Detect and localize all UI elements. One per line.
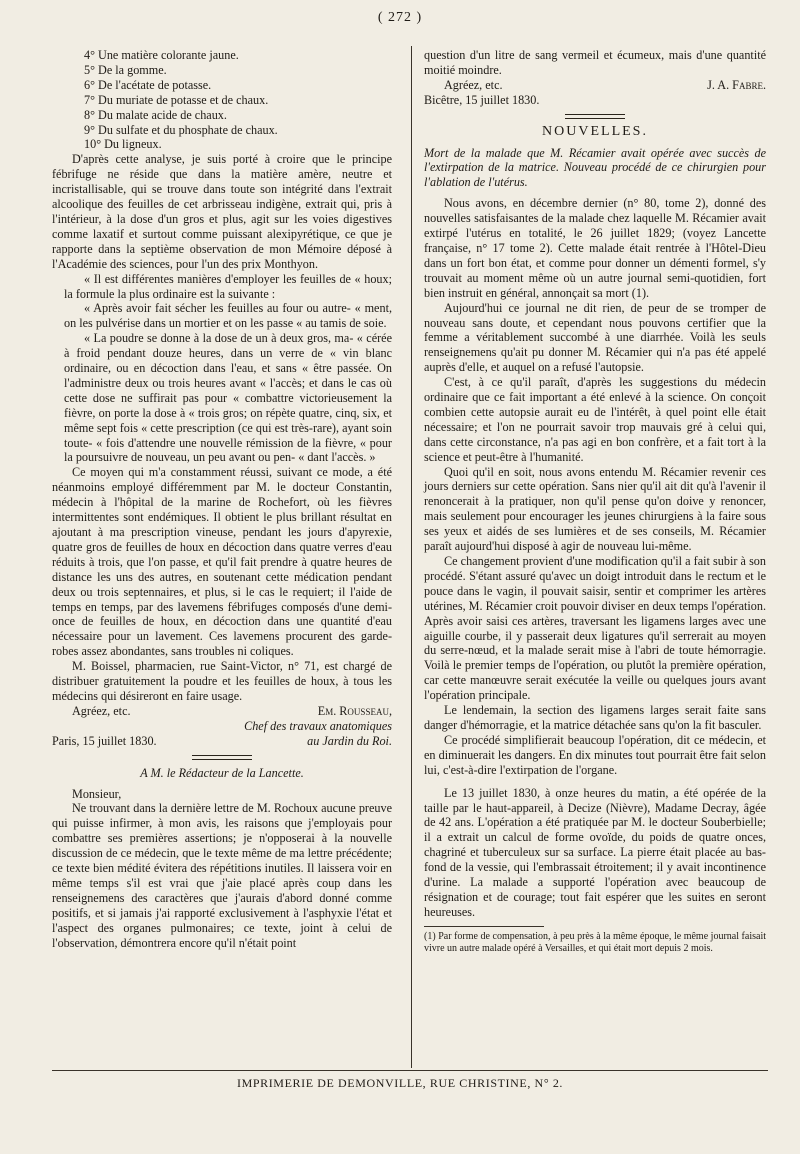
signature-greeting: Agréez, etc. bbox=[72, 703, 131, 718]
imprint-line: IMPRIMERIE DE DEMONVILLE, RUE CHRISTINE, N° 2. bbox=[236, 1076, 564, 1090]
list-item: 8° Du malate acide de chaux. bbox=[84, 107, 227, 122]
page-number: ( 272 ) bbox=[377, 10, 423, 25]
paragraph: Ce changement provient d'une modification qu'il a fait subir à son procédé. S'étant assuré qu'avec un doigt introduit dans le rectum et le pouce dans le vagin, il pouvait saisir, sentir et comprimer les artères utérines, M. Récamier croit pouvoir diviser en deux temps l'opération. Après avoir saisi ces artères, traversant les ligamens larges avec une aiguille courbe, il y passerait deux ligatures qu'il serrerait au moyen du serre-nœud, et la malade serait mise à l'abri de toute hémorragie. Voilà le premier temps de l'opération, ou plutôt la première opération, car cette manœuvre serait exécutée la veille ou quelques jours avant l'opération principale. bbox=[424, 554, 766, 703]
list-item: 9° Du sulfate et du phosphate de chaux. bbox=[84, 122, 278, 137]
paragraph: M. Boissel, pharmacien, rue Saint-Victor, n° 71, est chargé de distribuer gratuitement la poudre et les feuilles de houx, à tous les médecins qui désireront en faire usage. bbox=[52, 659, 392, 703]
footnote-rule bbox=[424, 926, 544, 927]
paragraph: Ce moyen qui m'a constamment réussi, suivant ce mode, a été néanmoins employé différemment par M. le docteur Constantin, médecin à l'hôpital de la marine de Rochefort, où les fièvres intermittentes sont endémiques. Il obtient le plus brillant résultat en ajoutant à ma prescription vineuse, pendant les jours d'apyrexie, quatre gros de feuilles de houx en décoction dans quatre verres d'eau réduits à trois, que l'on passe, et qu'il fait prendre à quatre heures de distance les uns des autres, en soutenant cette médication pendant deux ou trois septennaires, et plus, si le cas le requiert; il l'aide de temps en temps, par des lavemens fébrifuges composés d'une demi-once de feuilles de houx, en décoction dans une quantité d'eau nécessaire pour un lavement. Ces lavemens procurent des garde-robes assez abondantes, sans troubles ni coliques. bbox=[52, 465, 392, 659]
salutation: Monsieur, bbox=[72, 786, 122, 801]
right-column bbox=[424, 48, 766, 955]
quote-paragraph: « Il est différentes manières d'employer les feuilles de « houx; la formule la plus ordinaire est la suivante : bbox=[64, 271, 392, 301]
paragraph: Le lendemain, la section des ligamens larges serait faite sans danger d'hémorragie, et la matrice détachée sans qu'on la fit basculer. bbox=[424, 703, 766, 732]
list-item: 6° De l'acétate de potasse. bbox=[84, 77, 212, 92]
footnote: (1) Par forme de compensation, à peu près à la même époque, le même journal faisait vivre un autre malade opéré à Versailles, et qui était mort depuis 2 mois. bbox=[424, 930, 766, 954]
paragraph: Ce procédé simplifierait beaucoup l'opération, dit ce médecin, et en diminuerait les dangers. En dix minutes tout pourrait être fait selon lui, c'est-à-dire l'extirpation de l'organe. bbox=[424, 732, 766, 777]
list-item: 10° Du ligneux. bbox=[84, 137, 162, 152]
list-item: 7° Du muriate de potasse et de chaux. bbox=[84, 92, 269, 107]
composition-list bbox=[52, 48, 392, 152]
section-gap bbox=[424, 778, 766, 786]
signature-name: J. A. Fabre. bbox=[707, 77, 766, 92]
quote-paragraph: « Après avoir fait sécher les feuilles au four ou autre- « ment, on les pulvérise dans un mortier et on les passe « au tamis de soie. bbox=[64, 301, 392, 331]
news-title: Mort de la malade que M. Récamier avait opérée avec succès de l'extirpation de la matrice. Nouveau procédé de ce chirurgien pour l'ablation de l'utérus. bbox=[424, 145, 766, 190]
quote-paragraph: « La poudre se donne à la dose de un à deux gros, ma- « cérée à froid pendant douze heures, dans un verre de « vin blanc ordinaire, ou en décoction dans l'eau, et sans « être passée. On l'administre deux ou trois heures avant « l'accès; et dans le cas où cette dose ne suffirait pas pour « combattre victorieusement la fièvre, on porte la dose à « trois gros; on répète quatre, cinq, six, et même sept fois « cette prescription (ce qui est très-rare), ayant soin toute- « fois d'attendre une nouvelle rémission de la fièvre, « pour la poursuivre de nouveau, un peu avant ou pen- « dant l'accès. » bbox=[64, 331, 392, 465]
paragraph: Le 13 juillet 1830, à onze heures du matin, a été opérée de la taille par le haut-appareil, à Decize (Nièvre), Madame Decray, âgée de 42 ans. L'opération a été pratiquée par M. le docteur Souberbielle; il a extrait un calcul de forme ovoïde, du poids de quatre onces, chagriné et tuberculeux sur sa surface. La pierre était placée au bas-fond de la vessie, qui l'embrassait étroitement; il y avait incontinence d'urine. La malade a supporté l'opération avec beaucoup de résignation et de courage; tout fait espérer que les suites en seront heureuses. bbox=[424, 785, 766, 919]
letter-title: A M. le Rédacteur de la Lancette. bbox=[140, 765, 304, 780]
section-title: NOUVELLES. bbox=[542, 123, 648, 139]
bottom-rule bbox=[52, 1070, 768, 1071]
left-column bbox=[52, 48, 392, 950]
signature-place-date: Bicêtre, 15 juillet 1830. bbox=[424, 92, 540, 107]
signature-block bbox=[424, 78, 766, 93]
separator-ornament bbox=[565, 114, 625, 119]
paragraph: C'est, à ce qu'il paraît, d'après les suggestions du médecin ordinaire que ce fait important a été enlevé à la science. On conçoit combien cette autopsie aurait eu de l'intérêt, à quel point elle était nécessaire; et l'on ne pourrait savoir trop mauvais gré à celui qui, dans cette circonstance, n'a pas agi en bon confrère, et a fait tort à la science et peut-être à l'humanité. bbox=[424, 375, 766, 464]
paragraph: Nous avons, en décembre dernier (n° 80, tome 2), donné des nouvelles satisfaisantes de la malade chez laquelle M. Récamier avait extirpé l'utérus en totalité, le 26 juillet 1829; (voyez Lancette française, n° 17 tome 2). Cette malade était rentrée à l'Hôtel-Dieu dans un fort bon état, et comme pour donner un démenti formel, s'y trouvait au moment même où un autre journal semi-quotidien, fort bien instruit en général, annonçait sa mort (1). bbox=[424, 196, 766, 300]
column-divider bbox=[411, 46, 412, 1068]
signature-place-date: Paris, 15 juillet 1830. bbox=[52, 733, 157, 748]
paragraph: D'après cette analyse, je suis porté à croire que le principe fébrifuge ne réside que dans la matière amère, neutre et incristallisable, qui se trouve dans toute son intégrité dans l'extrait alcoolique des feuilles de cet arbrisseau indigène, extrait qui, pris à l'intérieur, à la dose d'un gros et plus, agit sur les voies digestives comme laxatif et surtout comme puissant alexipyrétique, ce que je rapporte dans la septième observation de mon Mémoire déposé à l'Académie des sciences, pour l'un des prix Monthyon. bbox=[52, 152, 392, 271]
signature-greeting: Agréez, etc. bbox=[444, 77, 503, 92]
list-item: 5° De la gomme. bbox=[84, 62, 167, 77]
signature-role: au Jardin du Roi. bbox=[307, 733, 392, 748]
paragraph: Quoi qu'il en soit, nous avons entendu M. Récamier revenir ces jours derniers sur cette opération. Sans nier qu'il ait dit qu'à l'avenir il renoncerait à la pratiquer, non qu'il pense qu'on doive y renoncer, mais seulement pour encourager les jeunes chirurgiens à la faire sous ses yeux et aidés de ses lumières et de ses conseils, M. Récamier paraît aujourd'hui disposé à agir de nouveau lui-même. bbox=[424, 464, 766, 554]
signature-role: Chef des travaux anatomiques bbox=[244, 718, 392, 733]
list-item: 4° Une matière colorante jaune. bbox=[84, 48, 239, 62]
signature-name: Em. Rousseau, bbox=[317, 703, 392, 718]
signature-block bbox=[52, 704, 392, 749]
paragraph: question d'un litre de sang vermeil et écumeux, mais d'une quantité moitié moindre. bbox=[424, 48, 766, 77]
paragraph: Aujourd'hui ce journal ne dit rien, de peur de se tromper de nouveau sans doute, et cependant nous pouvons certifier que la femme a véritablement succombé à une diarrhée. Voilà les seuls renseignemens qu'ait pu donner M. Récamier qui n'a pas été appelé auprès d'elle, et auquel on a refusé l'autopsie. bbox=[424, 300, 766, 375]
paragraph: Ne trouvant dans la dernière lettre de M. Rochoux aucune preuve qui puisse infirmer, à mon avis, les raisons que j'employais pour combattre ses premières assertions; je n'opposerai à la nouvelle discussion de ce médecin, que le texte même de ma lettre précédente; ce texte bien médité évitera des répétitions inutiles. Il laissera voir en même temps s'il est vrai que j'aie placé après coup dans les renseignemens des caractères que j'aurais d'abord donné comme positifs, et si jamais j'ai rapporté exclusivement à l'asphyxie l'état et l'aspect des organes pulmonaires; ce texte, joint à celui de l'observation, démontrera encore qu'il n'était point bbox=[52, 801, 392, 950]
separator-ornament bbox=[192, 755, 252, 760]
